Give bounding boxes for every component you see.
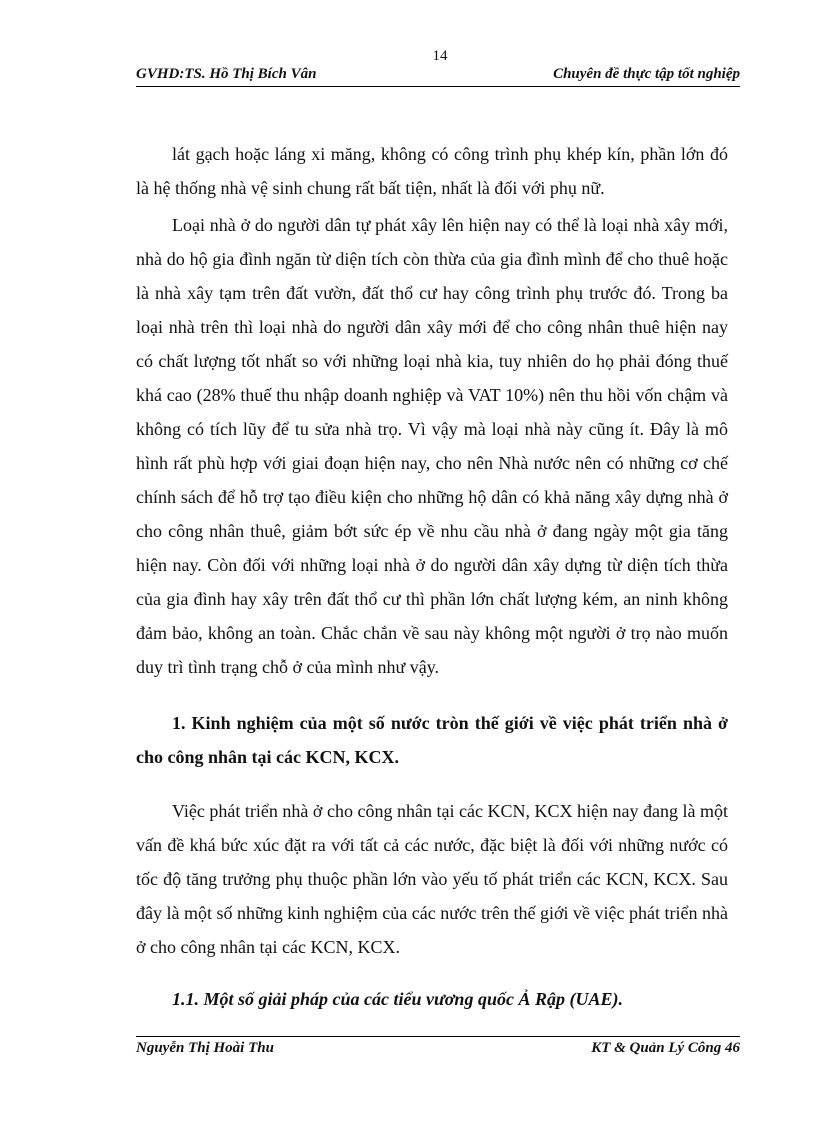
- header-report-title: Chuyên đề thực tập tốt nghiệp: [553, 66, 740, 82]
- header-advisor: GVHD:TS. Hồ Thị Bích Vân: [136, 66, 317, 82]
- page-footer: [136, 1036, 740, 1057]
- paragraph-section-intro: Việc phát triển nhà ở cho công nhân tại các KCN, KCX hiện nay đang là một vấn đề khá bức xúc đặt ra với tất cả các nước, đặc biệt là đối với những nước có tốc độ tăng trưởng phụ thuộc phần lớn vào yếu tố phát triển các KCN, KCX. Sau đây là một số những kinh nghiệm của các nước trên thế giới về việc phát triển nhà ở cho công nhân tại các KCN, KCX.: [136, 801, 728, 957]
- footer-author: Nguyễn Thị Hoài Thu: [136, 1040, 274, 1056]
- paragraph-continuation: lát gạch hoặc láng xi măng, không có công trình phụ khép kín, phần lớn đó là hệ thống nhà vệ sinh chung rất bất tiện, nhất là đối với phụ nữ.: [136, 144, 728, 198]
- paragraph-housing-types: Loại nhà ở do người dân tự phát xây lên hiện nay có thể là loại nhà xây mới, nhà do hộ gia đình ngăn từ diện tích còn thừa của gia đình mình để cho thuê hoặc là nhà xây tạm trên đất vườn, đất thổ cư hay công trình phụ trước đó. Trong ba loại nhà trên thì loại nhà do người dân xây mới để cho công nhân thuê hiện nay có chất lượng tốt nhất so với những loại nhà kia, tuy nhiên do họ phải đóng thuế khá cao (28% thuế thu nhập doanh nghiệp và VAT 10%) nên thu hồi vốn chậm và không có tích lũy để tu sửa nhà trọ. Vì vậy mà loại nhà này cũng ít. Đây là mô hình rất phù hợp với giai đoạn hiện nay, cho nên Nhà nước nên có những cơ chế chính sách để hỗ trợ tạo điều kiện cho những hộ dân có khả năng xây dựng nhà ở cho công nhân thuê, giảm bớt sức ép về nhu cầu nhà ở đang ngày một gia tăng hiện nay. Còn đối với những loại nhà ở do người dân xây dựng từ diện tích thừa của gia đình hay xây trên đất thổ cư thì phần lớn chất lượng kém, an ninh không đảm bảo, không an toàn. Chắc chắn về sau này không một người ở trọ nào muốn duy trì tình trạng chỗ ở của mình như vậy.: [136, 215, 728, 677]
- section-heading: 1. Kinh nghiệm của một số nước tròn thế giới về việc phát triển nhà ở cho công nhân tại các KCN, KCX.: [136, 713, 728, 767]
- page-body: [136, 137, 728, 1016]
- subsection-heading: 1.1. Một số giải pháp của các tiểu vương quốc Ả Rập (UAE).: [172, 989, 623, 1009]
- page-header: [136, 66, 740, 87]
- footer-class: KT & Quản Lý Công 46: [591, 1040, 740, 1056]
- page-number: 14: [432, 48, 448, 64]
